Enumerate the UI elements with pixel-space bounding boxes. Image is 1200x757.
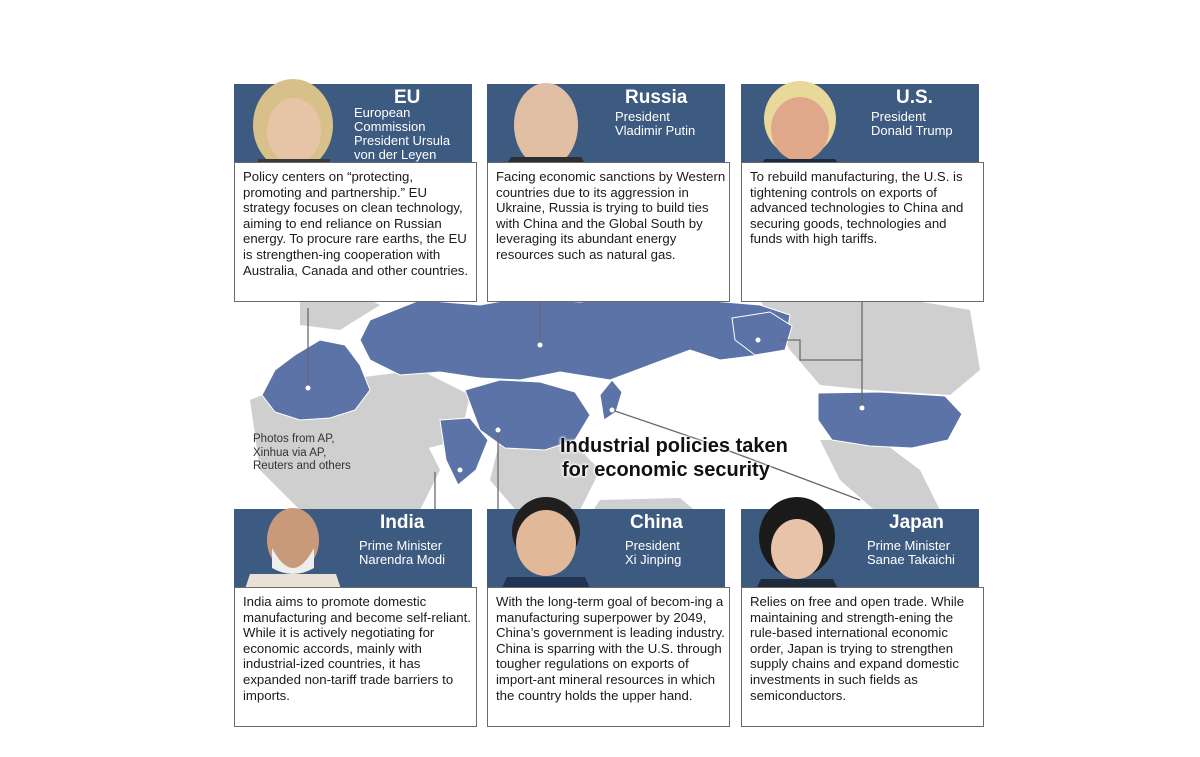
card-text: To rebuild manufacturing, the U.S. is tightening controls on exports of advanced technologies to China and securing goods, technologies and funds with high tariffs. <box>741 162 984 302</box>
country-label: U.S. <box>896 87 933 108</box>
photo-credit <box>253 433 393 474</box>
card-text: Policy centers on “protecting, promoting and partnership.” EU strategy focuses on clean technology, aiming to end reliance on Russian energy. To procure rare earths, the EU is strengthen-ing cooperation with Australia, Canada and other countries. <box>234 162 477 302</box>
role-label: European Commission President Ursula von der Leyen <box>354 105 451 162</box>
card-header <box>234 509 472 587</box>
role-label: Prime Minister Sanae Takaichi <box>867 538 955 567</box>
card-header <box>741 84 979 162</box>
card-header <box>487 509 725 587</box>
card-text: Facing economic sanctions by Western countries due to its aggression in Ukraine, Russia is trying to build ties with China and the Global South by leveraging its abundant energy resources such as natural gas. <box>487 162 730 302</box>
portrait-icon <box>238 493 346 587</box>
role-label: President Xi Jinping <box>625 538 682 567</box>
country-label: China <box>630 512 683 533</box>
country-label: Russia <box>625 87 688 108</box>
credit-line: Reuters and others <box>253 460 351 472</box>
role-label: President Vladimir Putin <box>615 109 696 138</box>
country-label: India <box>380 512 425 533</box>
card-header <box>487 84 725 162</box>
portrait-icon <box>491 479 599 587</box>
card-header <box>741 509 979 587</box>
usa-region <box>818 392 962 448</box>
country-label: EU <box>394 87 421 108</box>
portrait-icon <box>491 56 599 162</box>
infographic-title <box>560 434 788 482</box>
card-header <box>234 84 472 162</box>
credit-line: Photos from AP, <box>253 433 335 445</box>
portrait-icon <box>745 56 853 162</box>
country-label: Japan <box>889 512 944 533</box>
portrait-icon <box>238 56 346 162</box>
card-text: India aims to promote domestic manufacturing and become self-reliant. While it is actively negotiating for economic accords, mainly with industrial-ized countries, it has expanded non-tariff trade barriers to imports. <box>234 587 477 727</box>
credit-line: Xinhua via AP, <box>253 446 327 459</box>
role-label: Prime Minister Narendra Modi <box>359 538 445 567</box>
card-text: With the long-term goal of becom-ing a manufacturing superpower by 2049, China’s government is leading industry. China is sparring with the U.S. through tougher regulations on exports of import-ant mineral resources in which the country holds the upper hand. <box>487 587 730 727</box>
portrait-icon <box>745 479 853 587</box>
card-text: Relies on free and open trade. While maintaining and strength-ening the rule-based international economic order, Japan is trying to strengthen supply chains and expand domestic investments in such fields as semiconductors. <box>741 587 984 727</box>
role-label: President Donald Trump <box>871 109 953 138</box>
title-line: Industrial policies taken <box>560 435 788 457</box>
title-line: for economic security <box>562 459 770 481</box>
